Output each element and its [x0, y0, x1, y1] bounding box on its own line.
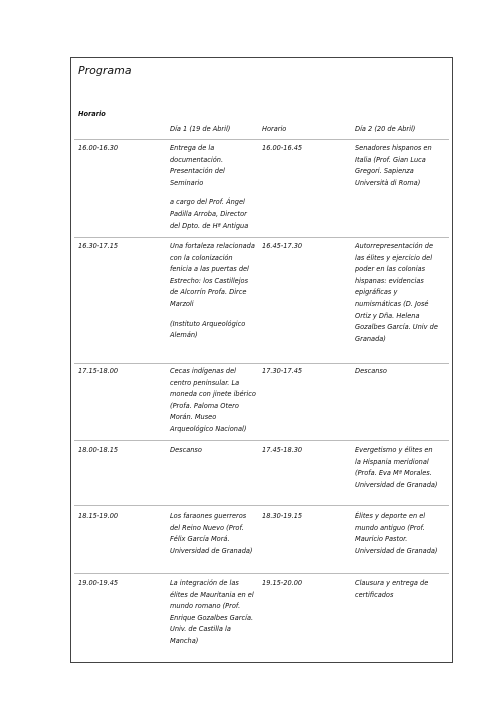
row-divider [74, 139, 449, 140]
row5-desc-day1: Los faraones guerreros del Reino Nuevo (Prof. Félix García Morá. Universidad de Granada) [170, 512, 253, 555]
row4-desc-day2: Evergetismo y élites en la Hispania meridional (Profa. Eva Mª Morales. Universidad de Granada) [355, 446, 438, 489]
row6-desc-day1: La integración de las élites de Mauritania en el mundo romano (Prof. Enrique Gozalbes García. Univ. de Castilla la Mancha) [170, 579, 254, 645]
row5-desc-day2: Élites y deporte en el mundo antiguo (Prof. Mauricio Pastor. Universidad de Granada) [355, 512, 438, 555]
row1-time-day2: 16.00-16.45 [262, 144, 303, 152]
row-divider [74, 237, 449, 238]
row6-time-day2: 19.15-20.00 [262, 579, 303, 587]
row-divider [74, 505, 449, 506]
row3-time-day2: 17.30-17.45 [262, 367, 303, 375]
row1-time-day1: 16.00-16.30 [78, 144, 119, 152]
row-divider [74, 573, 449, 574]
row5-time-day1: 18.15-19.00 [78, 512, 119, 520]
row6-time-day1: 19.00-19.45 [78, 579, 119, 587]
horario-label: Horario [78, 110, 106, 118]
page-title: Programa [78, 64, 132, 77]
row1-desc-day1 [170, 143, 256, 232]
row2-time-day2: 16.45-17.30 [262, 242, 303, 250]
row2-desc-day1-main: Una fortaleza relacionada con la colonización fenicia a las puertas del Estrecho: los Castillejos de Alcorrín Profa. Dirce Marzoli [170, 242, 255, 308]
row2-desc-day1-sub: (Instituto Arqueológico Alemán) [170, 319, 246, 340]
row-divider [74, 363, 449, 364]
column-header-day2: Día 2 (20 de Abril) [355, 125, 416, 133]
row2-desc-day2: Autorrepresentación de las élites y ejercicio del poder en las colonias hispanas: evidencias epigráficas y numismáticas (D. José Ortiz y Dña. Helena Gozalbes García. Univ de Granada) [355, 242, 438, 343]
row5-time-day2: 18.30-19.15 [262, 512, 303, 520]
row4-time-day2: 17.45-18.30 [262, 446, 303, 454]
row1-desc-day1-main: Entrega de la documentación. Presentación del Seminario [170, 144, 225, 187]
row3-time-day1: 17.15-18.00 [78, 367, 119, 375]
column-header-horario: Horario [262, 125, 287, 133]
row2-desc-day1 [170, 241, 256, 342]
row4-time-day1: 18.00-18.15 [78, 446, 119, 454]
row4-desc-day1: Descanso [170, 446, 202, 454]
row-divider [74, 440, 449, 441]
row3-desc-day2: Descanso [355, 367, 387, 375]
row2-time-day1: 16.30-17.15 [78, 242, 119, 250]
row1-desc-day1-sub: a cargo del Prof. Ángel Padilla Arroba, Director del Dpto. de Hª Antigua [170, 198, 249, 230]
row6-desc-day2: Clausura y entrega de certificados [355, 579, 429, 599]
row3-desc-day1: Cecas indígenas del centro peninsular. La moneda con jinete ibérico (Profa. Paloma Otero Morán. Museo Arqueológico Nacional) [170, 367, 256, 433]
row1-desc-day2: Senadores hispanos en Italia (Prof. Gian Luca Gregori. Sapienza Università di Roma) [355, 144, 432, 187]
column-header-day1: Día 1 (19 de Abril) [170, 125, 231, 133]
